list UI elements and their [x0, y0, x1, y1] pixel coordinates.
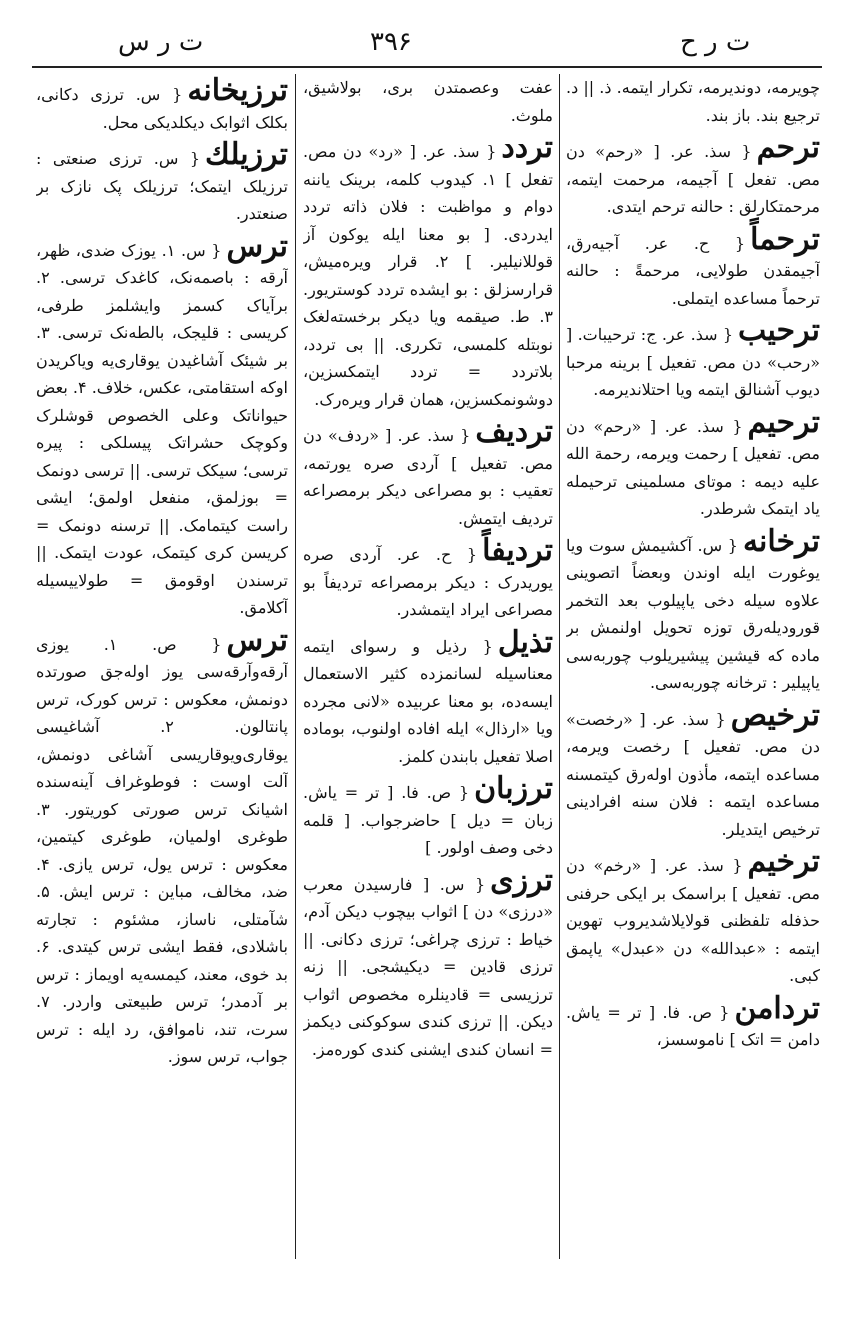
dictionary-entry	[566, 131, 820, 221]
dictionary-entry	[303, 626, 553, 771]
entry-definition: { س. ۱. یوزک ضدی، ظهر، آرقه : باصمه‌نک، کاغدک ترسی. ۲. برآیاک کسمز وایشلمز طرفی، کریسی : قلیجک، بالطه‌نک ترسی. ۳. بر شیئک آشاغیدن یوقاری‌یه ویاکریدن اوکه استقامتی، عکس، خلاف. ۴. بعض حیواناتک وعلی الخصوص قوشلرک وکوچک حشراتک پیسلکی : پیره ترسی؛ سیکک ترسی. || ترسی دونمک = بوزلمق، منفعل اولمق؛ ایشی راست کیتمامک. || ترسنه دونمک = کریسن کری کیتمک، عودت ایتمک. || ترسندن اوقومق = طولاییسیله آکلامق.	[36, 240, 288, 617]
header-left-letters: ت ر س	[118, 27, 204, 57]
entry-headword: ترزیلك	[205, 137, 288, 172]
entry-definition: { س. آکشیمش سوت ویا یوغورت ایله اوندن وبعضاً اتصوینی علاوه سیله دخی یاپیلوب بعد التخمر قورودیله‌رق توزه تحویل اولنمش بر ماده که قیشین پیشیریلوب چوربه‌سی یاپیلیر : ترخانه چوربه‌سی.	[566, 535, 820, 692]
dictionary-entry	[36, 74, 288, 136]
entry-definition: چویرمه، دوندیرمه، تکرار ایتمه. ذ. || د. ترجیع بند. باز بند.	[566, 78, 820, 125]
entry-headword: ترحماً	[750, 221, 820, 257]
page-number: ۳۹۶	[370, 27, 412, 57]
dictionary-entry	[566, 699, 820, 844]
column-right	[566, 74, 820, 1264]
entry-definition: { سذ. عر. [ «ردف» دن مص. تفعیل ] آردی صره یورتمه، تعقیب : بو مصراعی دیکر برمصراعه تردیف ایتمش.	[303, 426, 553, 528]
entry-headword: تردیفاً	[482, 533, 553, 568]
entry-headword: ترخیم	[747, 844, 820, 879]
entry-headword: ترس	[226, 228, 288, 264]
entry-definition: { سذ. عر. [ «رحم» دن مص. تفعیل ] رحمت ویرمه، رحمة الله علیه دیمه : موتای مسلمینی ترحیمله یاد ایتمک شرطدر.	[566, 416, 820, 518]
dictionary-entry	[303, 131, 553, 413]
column-divider	[295, 74, 296, 1259]
header-right-letters: ت ر ح	[680, 27, 751, 57]
entry-definition: { ص. ۱. یوزی آرقه‌وآرقه‌سی یوز اوله‌جق صورتده دونمش، معکوس : ترس کورک، ترس پانتالون. ۲. آشاغیسی یوقاری‌ویوقاریسی آشاغی دونمش، آلت اوست : فوطوغراف آینه‌سنده اشیانک ترس صورتی کوریتور. ۳. طوغری اولمیان، طوغری کیتمین، معکوس : ترس یول، ترس یازی. ۴. ضد، مخالف، مباین : ترس ایش. ۵. شآمتلی، ناساز، مشئوم : تجارته باشلادی، فقط ایشی ترس کیتدی. ۶. بد خوی، معند، کیمسه‌یه اویماز : ترس بر آدمدر؛ ترس طبیعتی واردر. ۷. سرت، تند، ناموافق، رد ایله : ترس جواب، ترس سوز.	[36, 634, 288, 1066]
entry-headword: ترحیب	[738, 313, 820, 348]
entry-headword: تردیف	[475, 414, 553, 449]
header-rule	[32, 66, 822, 68]
column-left	[36, 74, 288, 1264]
entry-headword: ترس	[226, 622, 288, 658]
dictionary-entry	[36, 138, 288, 228]
entry-headword: ترحم	[756, 130, 820, 165]
entry-definition: { س. ترزی صنعتی : ترزیلک ایتمک؛ ترزیلک پک نازک بر صنعتدر.	[36, 149, 288, 223]
dictionary-entry	[566, 74, 820, 129]
dictionary-entry	[303, 864, 553, 1064]
entry-definition: { سذ. عر. [ «رخصت» دن مص. تفعیل ] رخصت ویرمه، مساعده ایتمه، مأذون اوله‌رق کیتمسنه مساعده ایتمه : فلان سنه افرادینی ترخیص ایتدیلر.	[566, 709, 820, 839]
dictionary-entry	[303, 415, 553, 532]
column-middle	[303, 74, 553, 1264]
dictionary-entry	[36, 230, 288, 622]
entry-definition: { ص. فا. [ تر = یاش. دامن = اتک ] ناموسسز،	[566, 1002, 820, 1049]
dictionary-entry	[36, 624, 288, 1071]
dictionary-entry	[566, 525, 820, 697]
column-divider	[559, 74, 560, 1259]
entry-headword: ترخیص	[730, 697, 820, 733]
entry-headword: تذیل	[497, 624, 553, 660]
dictionary-entry	[566, 314, 820, 404]
dictionary-entry	[566, 845, 820, 990]
entry-headword: ترزیخانه	[187, 74, 288, 108]
entry-definition: { س. [ فارسیدن معرب «درزی» دن ] اثواب بیچوب دیکن آدم، خیاط : ترزی چراغی؛ ترزی دکانی. || ترزی قادین = دیکیشجی. || زنه ترزیسی = قادینلره مخصوص اثواب دیکن. || ترزی کندی سوکوکنی دیکمز = انسان کندی ایشنی کندی کوره‌مز.	[303, 874, 553, 1059]
dictionary-entry	[303, 534, 553, 624]
entry-definition: { سذ. عر. [ «رد» دن مص. تفعل ] ۱. کیدوب کلمه، برینک یاننه دوام و مواظبت : فلان ذاته تردد ایدردی. [ بو معنا ایله یوکون آز قوللانیلیر. ] ۲. قرار ویره‌میش، قرارسزلق : بو ایشده تردد کوستریور. ۳. ط. صیقمه ویا دیکر برخسته‌لغک نوبتله کلمسی، تکرری. || بی تردد، بلاتردد = تردد ایتمکسزین، دوشونمکسزین، همان قرار ویره‌رک.	[303, 142, 553, 409]
entry-definition: { ح. عر. آردی صره یوریدرک : دیکر برمصراعه تردیفاً بو مصراعی ایراد ایتمشدر.	[303, 545, 553, 619]
entry-headword: ترحیم	[747, 404, 820, 440]
entry-headword: ترزبان	[474, 771, 553, 806]
entry-definition: { ح. عر. آجیه‌رق، آجیمقدن طولایی، مرحمةً : حالنه ترحماً مساعده ایتملی.	[566, 233, 820, 308]
entry-headword: ترزی	[490, 862, 553, 898]
entry-definition: { سذ. عر. [ «رخم» دن مص. تفعیل ] براسمک بر ایکی حرفنی حذفله تلفظنی قولایلاشدیروب تهوین ایتمه : «عبدالله» دن «عبدل» یاپمق کبی.	[566, 856, 820, 985]
entry-definition: { سذ. عر. ج: ترحیبات. [ «رحب» دن مص. تفعیل ] برینه مرحبا دیوب آشنالق ایتمه ویا احتلاندیرمه.	[566, 325, 820, 399]
entry-definition: { س. ترزی دکانی، بکلک اثوابک دیکلدیکی محل.	[36, 85, 288, 132]
entry-headword: ترخانه	[742, 523, 820, 559]
entry-definition: { رذیل و رسوای ایتمه معناسیله لسانمزده کثیر الاستعمال ایسه‌ده، بو معنا عربیده‌ «لانی مجرده ویا «ارذال» ایله افاده اولنوب، بوماده اصلا تفعیل بابندن کلمز.	[303, 636, 553, 766]
entry-definition: { ص. فا. [ تر = یاش. زبان = دیل ] حاضرجواب. [ قلمه دخی وصف اولور. ]	[303, 783, 553, 857]
dictionary-entry	[303, 772, 553, 862]
dictionary-entry	[566, 223, 820, 313]
dictionary-entry	[566, 406, 820, 523]
entry-headword: تردد	[501, 130, 553, 165]
entry-definition: { سذ. عر. [ «رحم» دن مص. تفعل ] آجیمه، مرحمت ایتمه، مرحمتکارلق : حالنه ترحم ایتدی.	[566, 142, 820, 216]
dictionary-entry	[303, 74, 553, 129]
dictionary-entry	[566, 992, 820, 1054]
entry-headword: تردامن	[734, 990, 820, 1026]
entry-definition: عفت وعصمتدن بری، بولاشیق، ملوث.	[303, 78, 553, 125]
